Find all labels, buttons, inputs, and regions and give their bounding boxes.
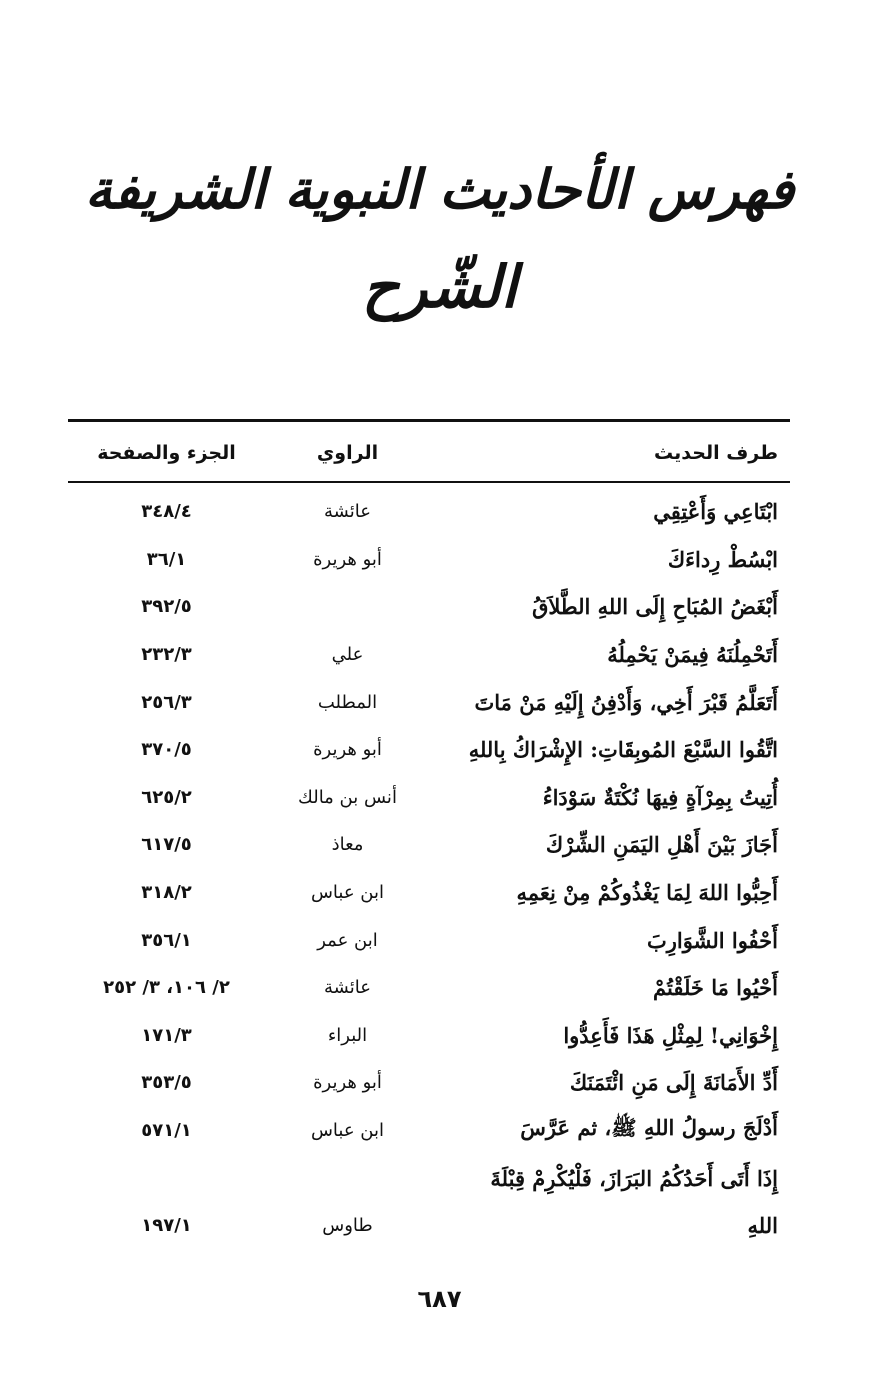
header-page: الجزء والصفحة [97,442,236,464]
volume-page: ١٩٧/١ [141,1215,192,1237]
table-row [68,583,790,631]
table-top-rule [68,419,790,422]
hadith-text: أَتَحْمِلُنَهُ فِيمَنْ يَحْمِلُهُ [607,642,778,668]
hadith-text: أَحْفُوا الشَّوَارِبَ [647,927,778,953]
volume-page: ٦١٧/٥ [141,834,192,856]
table-row [68,821,790,869]
rawi-name: البراء [327,1024,368,1046]
volume-page: ٣٥٣/٥ [141,1072,192,1094]
table-row [68,869,790,917]
volume-page: ٣٦/١ [146,548,187,570]
volume-page: ٢٥٦/٣ [141,691,192,713]
rawi-name: ابن عمر [317,929,378,951]
volume-page: ٣٥٦/١ [141,929,192,951]
table-row [68,964,790,1012]
index-table-body [68,488,790,1250]
rawi-name: ابن عباس [310,882,385,904]
hadith-text: أَحْيُوا مَا خَلَقْتُمْ [653,975,778,1001]
page-number: ٦٨٧ [417,1285,462,1313]
volume-page: ٣١٨/٢ [141,882,192,904]
volume-page: ٣٩٢/٥ [141,596,192,618]
rawi-name: ابن عباس [310,1120,385,1142]
hadith-text: أَدْلَجَ رسولُ اللهِ ﷺ، ثم عَرَّسَ [520,1115,778,1141]
hadith-text: إِذَا أَتَى أَحَدُكُمُ البَرَازَ، فَلْيُكْرِمْ قِبْلَةَ [490,1165,778,1191]
table-row [68,1107,790,1155]
volume-page: ٦٢٥/٢ [141,786,192,808]
hadith-text: أَدِّ الأَمَانَةَ إِلَى مَنِ ائْتَمَنَكَ [569,1070,778,1096]
hadith-text: أَبْغَضُ المُبَاحِ إِلَى اللهِ الطَّلاَقُ [532,594,778,620]
table-row [68,1012,790,1060]
hadith-text: أُتِيتُ بِمِرْآةٍ فِيهَا نُكْتَةٌ سَوْدَاءُ [542,784,778,810]
table-row [68,1202,790,1250]
page-subtitle: الشّرح [362,253,517,321]
hadith-text: إِخْوَانِي! لِمِثْلِ هَذَا فَأَعِدُّوا [563,1022,778,1048]
header-rawi: الراوي [316,442,379,464]
table-row [68,1154,790,1202]
title-block [0,150,879,332]
table-row [68,536,790,584]
rawi-name: المطلب [317,691,378,713]
rawi-name: أبو هريرة [313,739,382,761]
table-header [68,430,790,476]
rawi-name: أبو هريرة [313,1072,382,1094]
volume-page: ٢/ ١٠٦، ٣/ ٢٥٢ [103,977,230,999]
rawi-name: معاذ [331,834,364,856]
header-hadith: طرف الحديث [654,442,778,464]
table-header-rule [68,481,790,483]
hadith-text: ابْتَاعِي وَأَعْتِقِي [653,499,778,525]
page-title: فهرس الأحاديث النبوية الشريفة [84,158,795,221]
hadith-text: اللهِ [747,1213,778,1239]
rawi-name: عائشة [324,977,371,999]
table-row [68,488,790,536]
volume-page: ٣٧٠/٥ [141,739,192,761]
volume-page: ٢٣٢/٣ [141,644,192,666]
rawi-name: أبو هريرة [313,548,382,570]
volume-page: ٣٤٨/٤ [141,501,192,523]
hadith-text: اتَّقُوا السَّبْعَ المُوبِقَاتِ: الإِشْرَاكُ بِاللهِ [468,737,778,763]
rawi-name: علي [331,644,364,666]
hadith-text: ابْسُطْ رِداءَكَ [667,546,778,572]
rawi-name: طاوس [322,1215,373,1237]
volume-page: ١٧١/٣ [141,1024,192,1046]
table-row [68,774,790,822]
rawi-name: أنس بن مالك [298,786,397,808]
table-row [68,1059,790,1107]
hadith-text: أَحِبُّوا اللهَ لِمَا يَغْذُوكُمْ مِنْ نِعَمِهِ [516,880,778,906]
table-row [68,726,790,774]
hadith-text: أَجَازَ بَيْنَ أَهْلِ اليَمَنِ الشِّرْكَ [545,832,778,858]
rawi-name: عائشة [324,501,371,523]
volume-page: ٥٧١/١ [141,1120,192,1142]
table-row [68,678,790,726]
table-row [68,916,790,964]
hadith-text: أَتَعَلَّمُ قَبْرَ أَخِي، وَأَدْفِنُ إِلَيْهِ مَنْ مَاتَ [474,689,778,715]
table-row [68,631,790,679]
